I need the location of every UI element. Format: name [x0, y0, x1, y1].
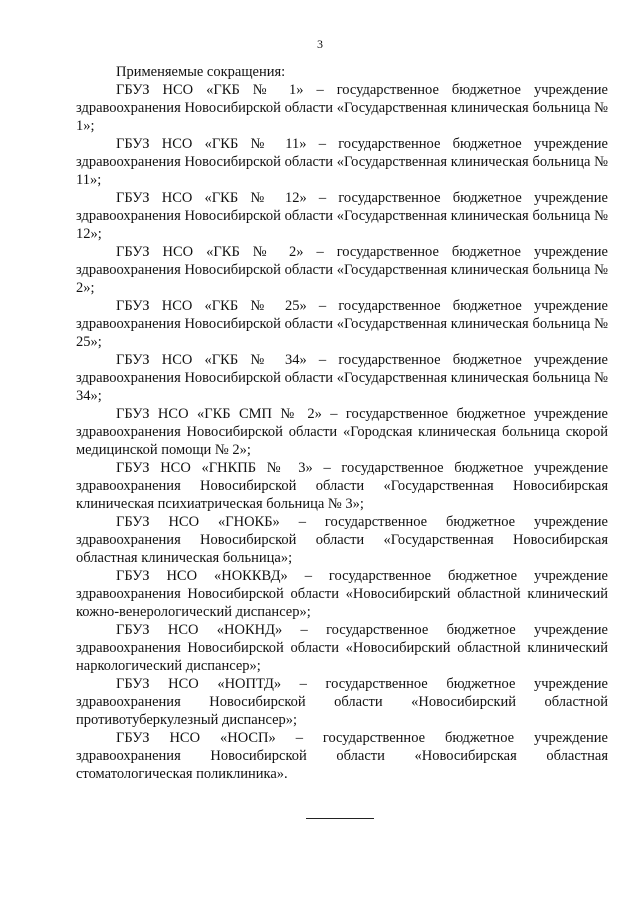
- abbreviation-entry-gkb-12: ГБУЗ НСО «ГКБ № 12» – государственное бюджетное учреждение здравоохранения Новосибирской области «Государственная клиническая больница № 12»;: [76, 190, 608, 242]
- abbreviation-entry-noptd: ГБУЗ НСО «НОПТД» – государственное бюджетное учреждение здравоохранения Новосибирской области «Новосибирский областной противотуберкулезный диспансер»;: [76, 676, 608, 728]
- abbreviation-entry-nokkvd: ГБУЗ НСО «НОККВД» – государственное бюджетное учреждение здравоохранения Новосибирской области «Новосибирский областной клинический кожно-венерологический диспансер»;: [76, 568, 608, 620]
- page-number: 3: [317, 37, 323, 51]
- abbreviation-entry-gnokb: ГБУЗ НСО «ГНОКБ» – государственное бюджетное учреждение здравоохранения Новосибирской области «Государственная Новосибирская областная клиническая больница»;: [76, 514, 608, 566]
- abbreviation-entry-gkb-34: ГБУЗ НСО «ГКБ № 34» – государственное бюджетное учреждение здравоохранения Новосибирской области «Государственная клиническая больница № 34»;: [76, 352, 608, 404]
- end-of-document-divider: [306, 818, 374, 819]
- abbreviation-entry-gkb-25: ГБУЗ НСО «ГКБ № 25» – государственное бюджетное учреждение здравоохранения Новосибирской области «Государственная клиническая больница № 25»;: [76, 298, 608, 350]
- abbreviation-entry-gkb-smp-2: ГБУЗ НСО «ГКБ СМП № 2» – государственное бюджетное учреждение здравоохранения Новосибирской области «Городская клиническая больница скорой медицинской помощи № 2»;: [76, 406, 608, 458]
- abbreviation-entry-gkb-2: ГБУЗ НСО «ГКБ № 2» – государственное бюджетное учреждение здравоохранения Новосибирской области «Государственная клиническая больница № 2»;: [76, 244, 608, 296]
- abbreviation-entry-gnkpb-3: ГБУЗ НСО «ГНКПБ № 3» – государственное бюджетное учреждение здравоохранения Новосибирской области «Государственная Новосибирская клиническая психиатрическая больница № 3»;: [76, 460, 608, 512]
- abbreviation-entry-gkb-1: ГБУЗ НСО «ГКБ № 1» – государственное бюджетное учреждение здравоохранения Новосибирской области «Государственная клиническая больница № 1»;: [76, 82, 608, 134]
- abbreviation-entry-noknd: ГБУЗ НСО «НОКНД» – государственное бюджетное учреждение здравоохранения Новосибирской области «Новосибирский областной клинический наркологический диспансер»;: [76, 622, 608, 674]
- abbreviations-heading: Применяемые сокращения:: [116, 64, 286, 80]
- abbreviation-entry-nosp: ГБУЗ НСО «НОСП» – государственное бюджетное учреждение здравоохранения Новосибирской области «Новосибирская областная стоматологическая поликлиника».: [76, 730, 608, 782]
- document-body: [76, 63, 608, 783]
- abbreviation-entry-gkb-11: ГБУЗ НСО «ГКБ № 11» – государственное бюджетное учреждение здравоохранения Новосибирской области «Государственная клиническая больница № 11»;: [76, 136, 608, 188]
